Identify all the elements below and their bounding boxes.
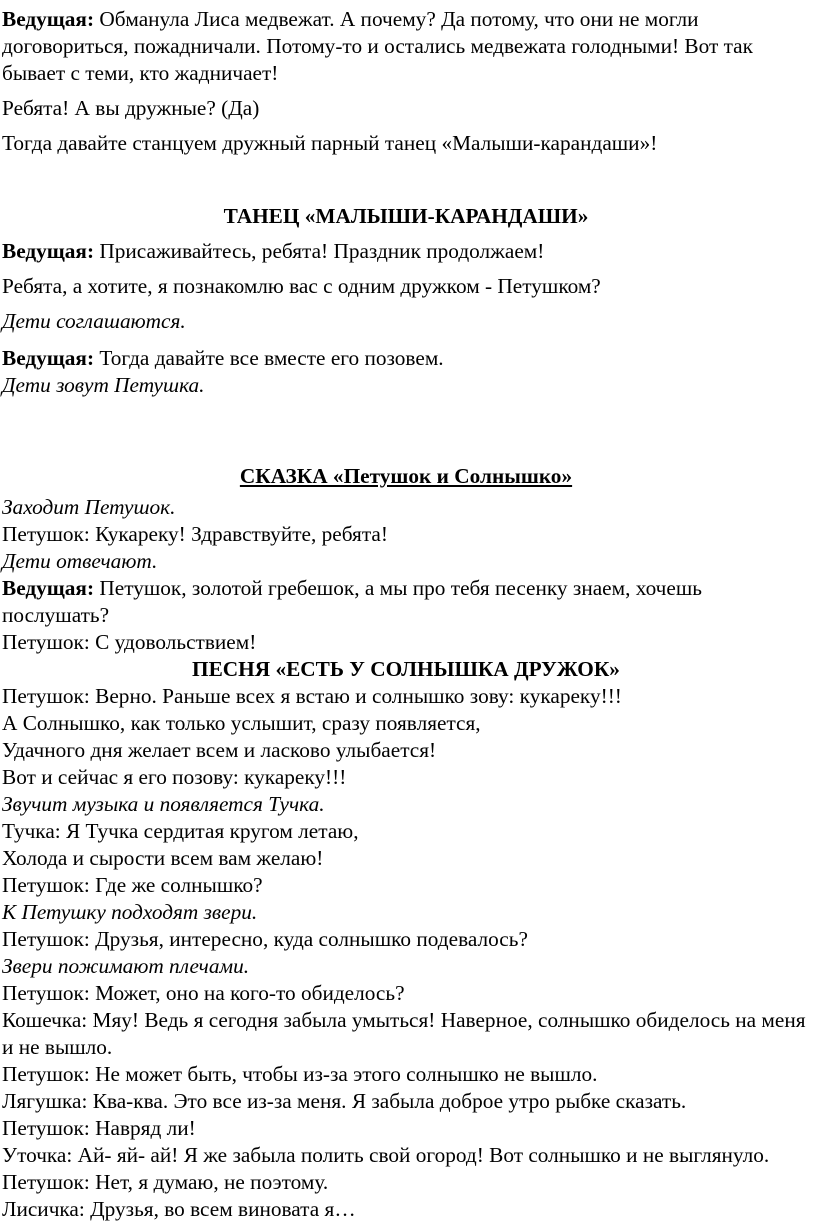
speech-text: Петушок, золотой гребешок, а мы про тебя песенку знаем, хочешь послушать? xyxy=(2,576,702,627)
dialogue-line: Петушок: Верно. Раньше всех я встаю и солнышко зову: кукареку!!! xyxy=(2,684,622,708)
dialogue-line: Петушок: Может, оно на кого-то обиделось? xyxy=(2,981,405,1005)
song-lines xyxy=(2,683,810,1223)
speech-text: Тогда давайте все вместе его позовем. xyxy=(94,346,444,370)
dialogue-line: Петушок: Не может быть, чтобы из-за этого солнышко не вышло. xyxy=(2,1062,598,1086)
dialogue-line: Петушок: Кукареку! Здравствуйте, ребята! xyxy=(2,522,388,546)
dialogue-line: Петушок: Где же солнышко? xyxy=(2,873,263,897)
speaker-label: Ведущая: xyxy=(2,576,95,600)
stage-direction: К Петушку подходят звери. xyxy=(2,900,258,924)
stage-direction: Звери пожимают плечами. xyxy=(2,954,250,978)
stage-direction: Дети зовут Петушка. xyxy=(2,373,205,397)
dance-host-line xyxy=(2,238,810,265)
tale-lines xyxy=(2,494,810,575)
dialogue-line: Кошечка: Мяу! Ведь я сегодня забыла умыться! Наверное, солнышко обиделось на меня и не вышло. xyxy=(2,1008,806,1059)
dance-line: Ребята, а хотите, я познакомлю вас с одним дружком - Петушком? xyxy=(2,274,601,298)
dialogue-line: Вот и сейчас я его позову: кукареку!!! xyxy=(2,765,347,789)
intro-dance-invite: Тогда давайте станцуем дружный парный танец «Малыши-карандаши»! xyxy=(2,131,658,155)
dialogue-line: Лисичка: Друзья, во всем виновата я… xyxy=(2,1197,356,1221)
song-title: ПЕСНЯ «ЕСТЬ У СОЛНЫШКА ДРУЖОК» xyxy=(192,657,620,681)
dialogue-line: Тучка: Я Тучка сердитая кругом летаю, xyxy=(2,819,359,843)
stage-direction: Заходит Петушок. xyxy=(2,495,176,519)
intro-paragraph xyxy=(2,6,810,87)
speech-text: Присаживайтесь, ребята! Праздник продолжаем! xyxy=(94,239,545,263)
stage-direction: Дети отвечают. xyxy=(2,549,158,573)
dialogue-line: Удачного дня желает всем и ласково улыбается! xyxy=(2,738,437,762)
dialogue-line: Петушок: Друзья, интересно, куда солнышко подевалось? xyxy=(2,927,528,951)
stage-direction: Звучит музыка и появляется Тучка. xyxy=(2,792,325,816)
dialogue-line: Петушок: Нет, я думаю, не поэтому. xyxy=(2,1170,329,1194)
dance-host-line xyxy=(2,345,810,372)
dialogue-line: Холода и сырости всем вам желаю! xyxy=(2,846,324,870)
dialogue-line: Уточка: Ай- яй- ай! Я же забыла полить свой огород! Вот солнышко и не выглянуло. xyxy=(2,1143,770,1167)
dance-title: ТАНЕЦ «МАЛЫШИ-КАРАНДАШИ» xyxy=(223,204,589,228)
tale-host-line xyxy=(2,575,810,629)
stage-direction: Дети соглашаются. xyxy=(2,309,186,333)
speaker-label: Ведущая: xyxy=(2,346,95,370)
tale-reply: Петушок: С удовольствием! xyxy=(2,630,257,654)
dialogue-line: Лягушка: Ква-ква. Это все из-за меня. Я забыла доброе утро рыбке сказать. xyxy=(2,1089,687,1113)
speaker-label: Ведущая: xyxy=(2,7,95,31)
speaker-label: Ведущая: xyxy=(2,239,95,263)
tale-title: СКАЗКА «Петушок и Солнышко» xyxy=(239,464,573,488)
intro-question: Ребята! А вы дружные? (Да) xyxy=(2,96,260,120)
dialogue-line: А Солнышко, как только услышит, сразу появляется, xyxy=(2,711,481,735)
document-page xyxy=(0,6,816,1223)
speech-text: Обманула Лиса медвежат. А почему? Да потому, что они не могли договориться, пожадничали. Потому-то и остались медвежата голодными! Вот так бывает с теми, кто жадничает! xyxy=(2,7,753,85)
dialogue-line: Петушок: Навряд ли! xyxy=(2,1116,196,1140)
